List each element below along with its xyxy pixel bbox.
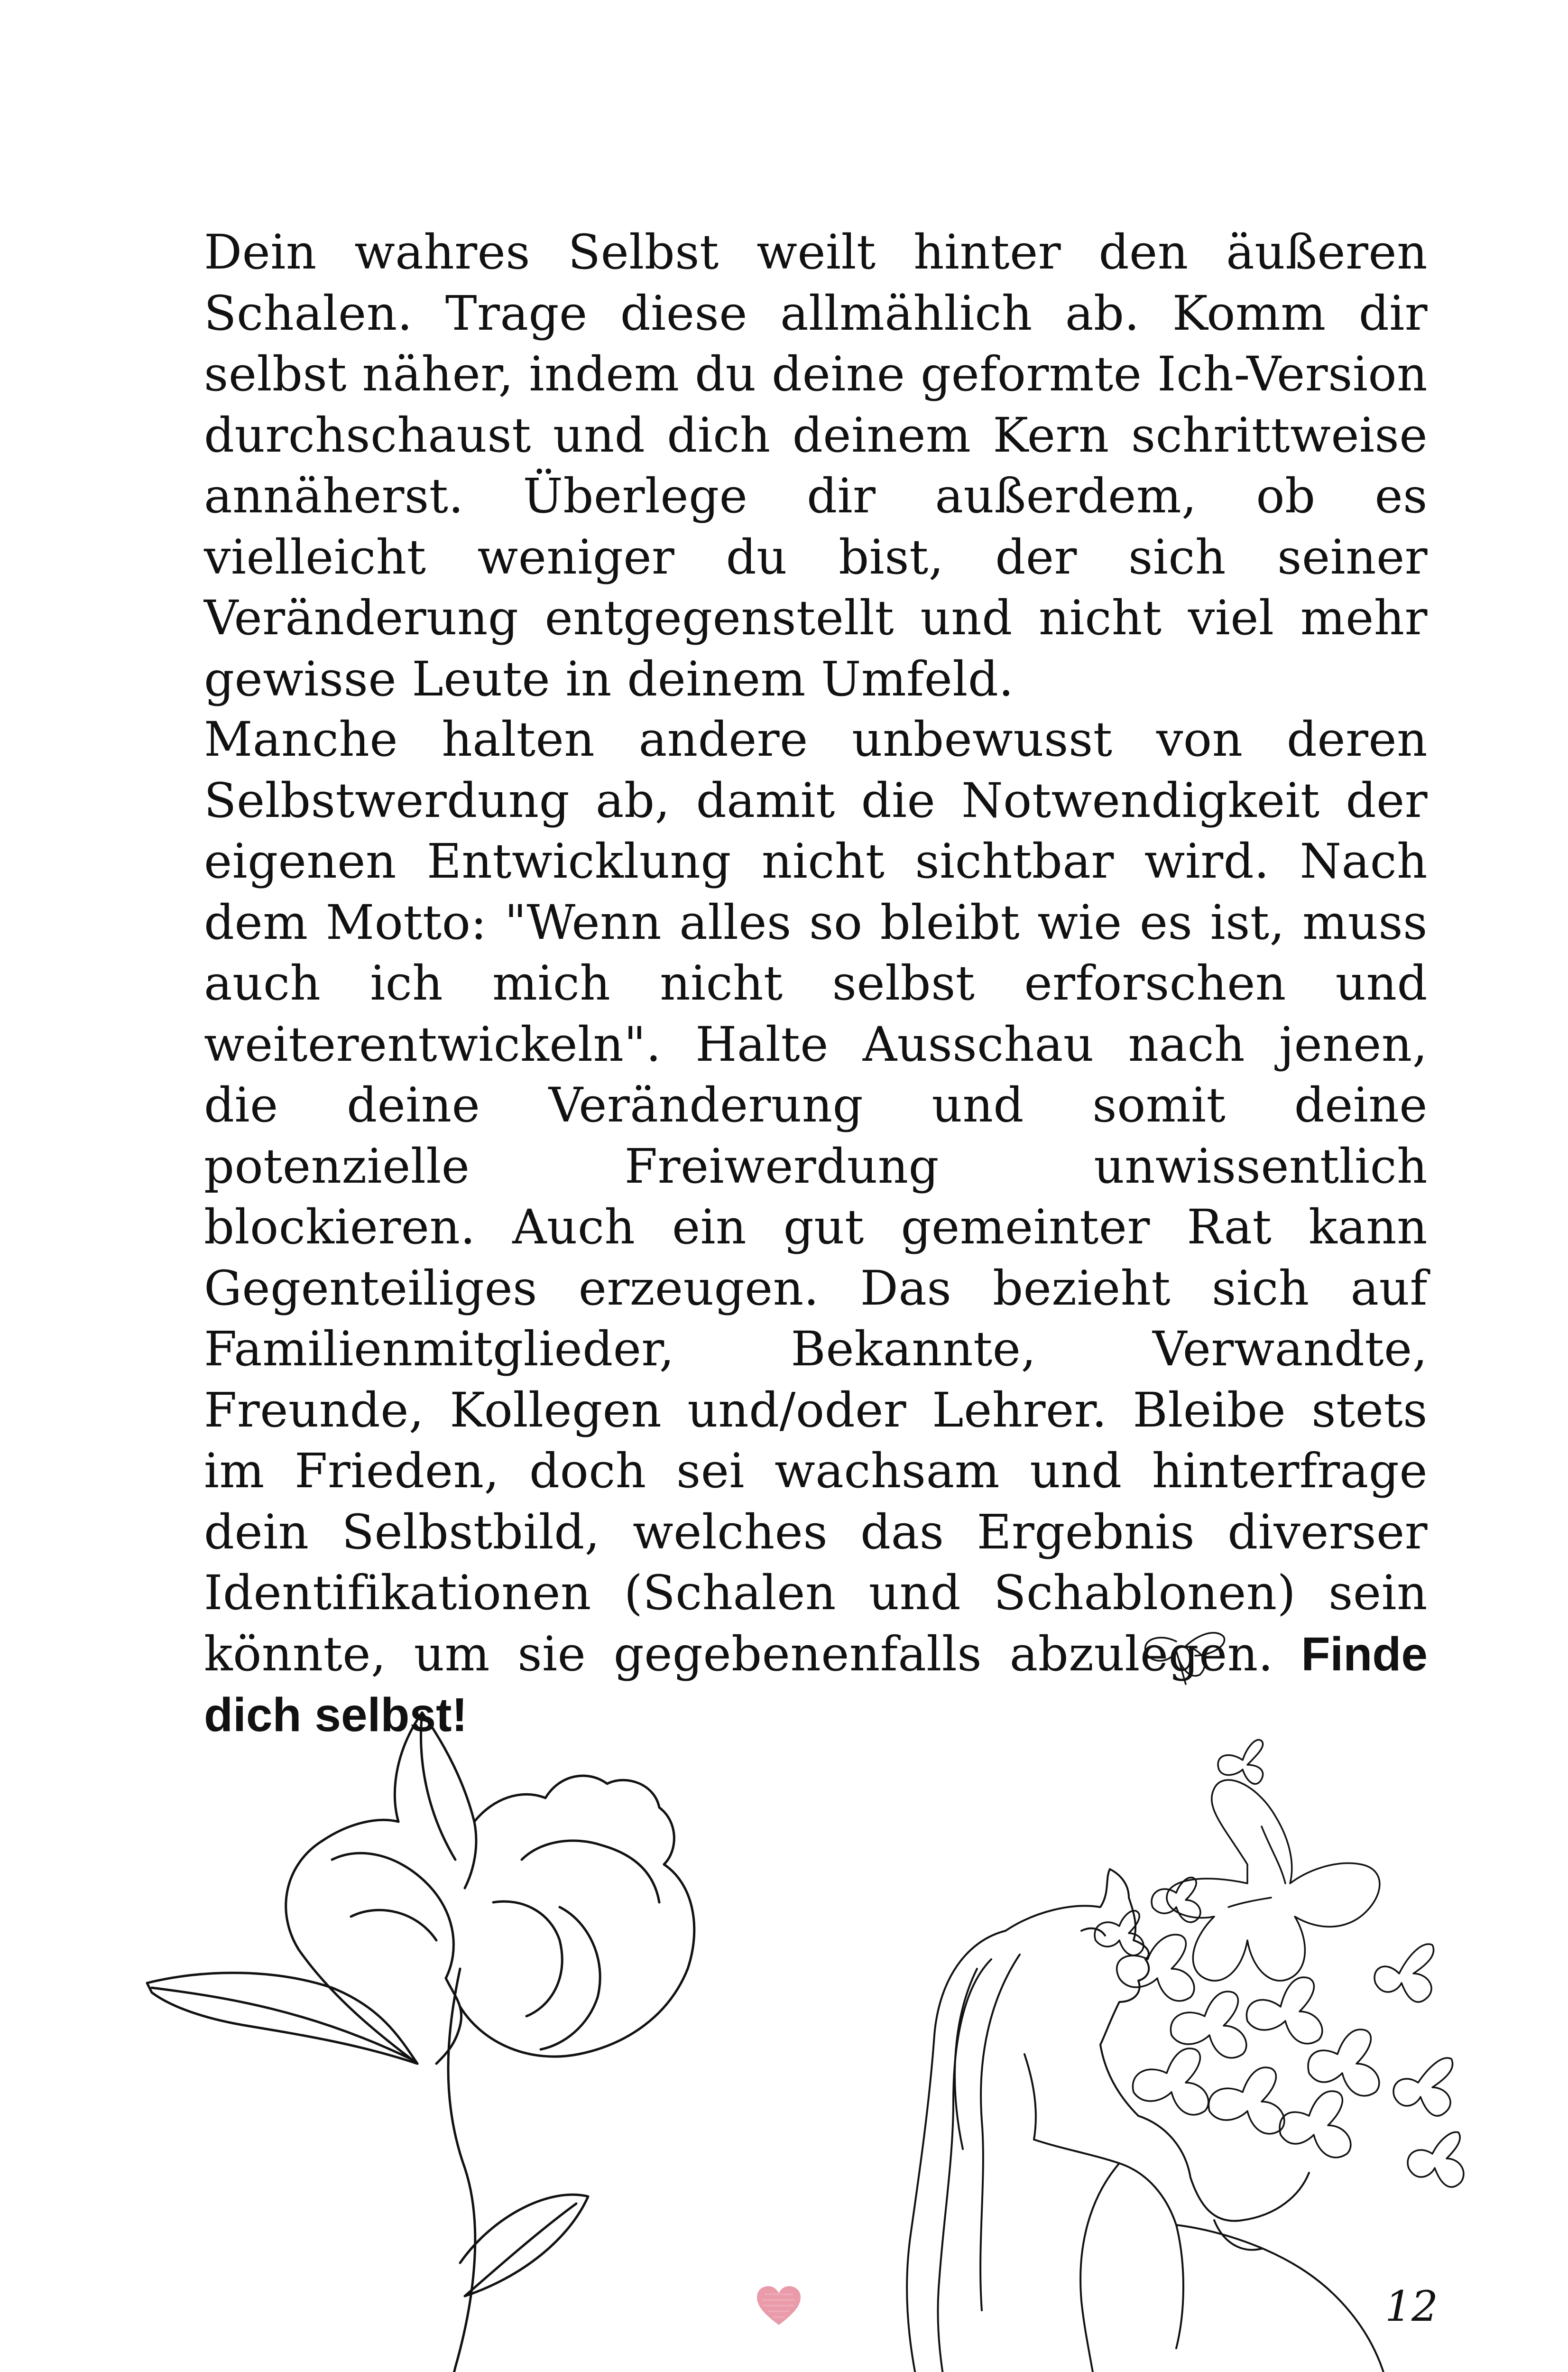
butterfly-group [1095,1633,1464,2187]
heart-icon [755,2285,802,2327]
paragraph-2-text: Manche halten andere unbewusst von deren Selbstwerdung ab, damit die Notwendigkeit der eigenen Entwicklung nicht sichtbar wird. Nach dem Motto: "Wenn alles so bleibt wie es ist, muss auch ich mich nicht selbst erforschen und weiterentwickeln". Halte Ausschau nach jenen, die deine Veränderung und somit deine potenzielle Freiwerdung unwissentlich blockieren. Auch ein gut gemeinter Rat kann Gegenteiliges erzeugen. Das bezieht sich auf Familienmitglieder, Bekannte, Verwandte, Freunde, Kollegen und/oder Lehrer. Bleibe stets im Frieden, doch sei wachsam und hinterfrage dein Selbstbild, welches das Ergebnis diverser Identifikationen (Schalen und Schablonen) sein könnte, um sie gegebenenfalls abzulegen. [204,712,1428,1682]
flower-illustration [133,1703,764,2372]
paragraph-1 [204,222,1428,710]
closing-emphasis: Finde dich selbst! [204,1627,1428,1742]
paragraph-1-text: Dein wahres Selbst weilt hinter den äußeren Schalen. Trage diese allmählich ab. Komm dir selbst näher, indem du deine geformte Ich-Version durchschaust und dich deinem Kern schrittweise annäherst. Überlege dir außerdem, ob es vielleicht weniger du bist, der sich seiner Veränderung entgegenstellt und nicht viel mehr gewisse Leute in deinem Umfeld. [204,224,1428,707]
paragraph-2 [204,709,1428,1746]
woman-butterflies-illustration [882,1627,1470,2372]
page-number: 12 [1385,2282,1438,2331]
